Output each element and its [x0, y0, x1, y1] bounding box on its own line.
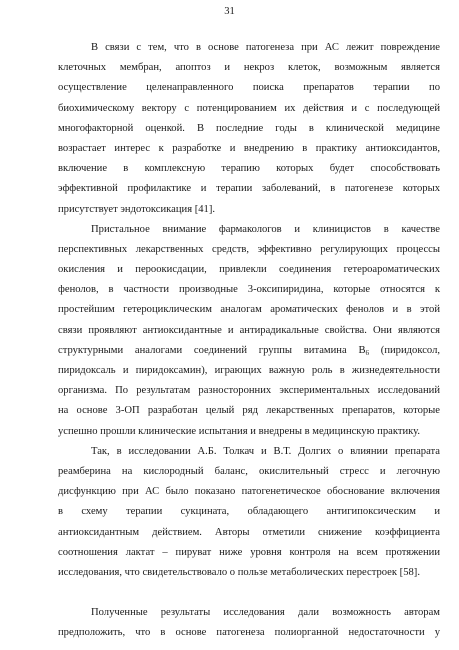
text-line: присутствует эндотоксикация [41].: [58, 203, 216, 215]
text-line: эффективной профилактике и терапии заболеваний, в патогенезе которых: [58, 183, 440, 195]
text-line: реамберина на кислородный баланс, окислительный стресс и легочную: [58, 465, 440, 477]
text-line: соотношения лактат – пируват ниже уровня контроля на всем протяжении: [58, 546, 440, 558]
text-line: Полученные результаты исследования дали возможность авторам: [91, 607, 440, 619]
text-line: окисления и пероокисдации, привлекли соединения гетероароматических: [58, 264, 440, 276]
text-line: возрастает интерес к разработке и внедрению в практику антиоксидантов,: [58, 142, 440, 154]
paragraph-3: [58, 442, 440, 583]
text-line: Пристальное внимание фармакологов и клиницистов в качестве: [91, 223, 440, 235]
text-line: включение в комплексную терапию которых будет способствовать: [58, 163, 440, 175]
vitamin-subscript: 6: [365, 348, 370, 357]
text-line-vitamin: [58, 341, 440, 361]
text-line: на основе 3-ОП разработан целый ряд лекарственных препаратов, которые: [58, 405, 440, 417]
text-line: связи проявляют антиоксидантные и антирадикальные свойства. Они являются: [58, 324, 440, 336]
text-line: организма. По результатам разносторонних экспериментальных исследований: [58, 385, 440, 397]
vitamin-text: структурными аналогами соединений группы витамина В: [58, 344, 366, 356]
text-line: предположить, что в основе патогенеза полиорганной недостаточности у: [58, 627, 440, 639]
text-line: фенолов, в частности производные 3-оксипиридина, которые относятся к: [58, 284, 440, 296]
text-line: биохимическому вектору с потенцированием их действия и с последующей: [58, 102, 440, 114]
text-line: клеточных мембран, апоптоз и некроз клеток, возможным является: [58, 62, 440, 74]
text-line: перспективных лекарственных средств, эффективно регулирующих процессы: [58, 243, 440, 255]
text-line: антиоксидантным действием. Авторы отметили снижение коэффициента: [58, 526, 440, 538]
text-line: исследования, что свидетельствовало о пользе метаболических перестроек [58].: [58, 566, 420, 578]
paragraph-2: [58, 220, 440, 442]
text-line: дисфункцию при АС было показано патогенетическое обоснование включения: [58, 486, 440, 498]
text-line: пиридоксаль и пиридоксамин), играющих важную роль в жизнедеятельности: [58, 365, 440, 376]
paragraph-1: [58, 38, 440, 220]
text-line: В связи с тем, что в основе патогенеза при АС лежит повреждение: [91, 42, 440, 53]
body-text: [58, 38, 440, 643]
vitamin-tail: (пиридоксол,: [369, 344, 440, 356]
text-line: осуществление целенаправленного поиска препаратов терапии по: [58, 82, 440, 94]
text-line: Так, в исследовании А.Б. Толкач и В.Т. Долгих о влиянии препарата: [91, 445, 440, 457]
page-number: 31: [224, 6, 235, 17]
paragraph-4: [58, 603, 440, 643]
text-line: в схему терапии сукцината, обладающего антигипоксическим и: [58, 506, 440, 518]
text-line: многофакторной оценкой. В последние годы в клинической медицине: [58, 122, 440, 134]
text-line: успешно прошли клинические испытания и внедрены в медицинскую практику.: [58, 425, 421, 437]
text-line: простейшим гетероциклическим аналогам ароматических фенолов и в этой: [58, 304, 440, 316]
paragraph-gap: [58, 583, 440, 603]
